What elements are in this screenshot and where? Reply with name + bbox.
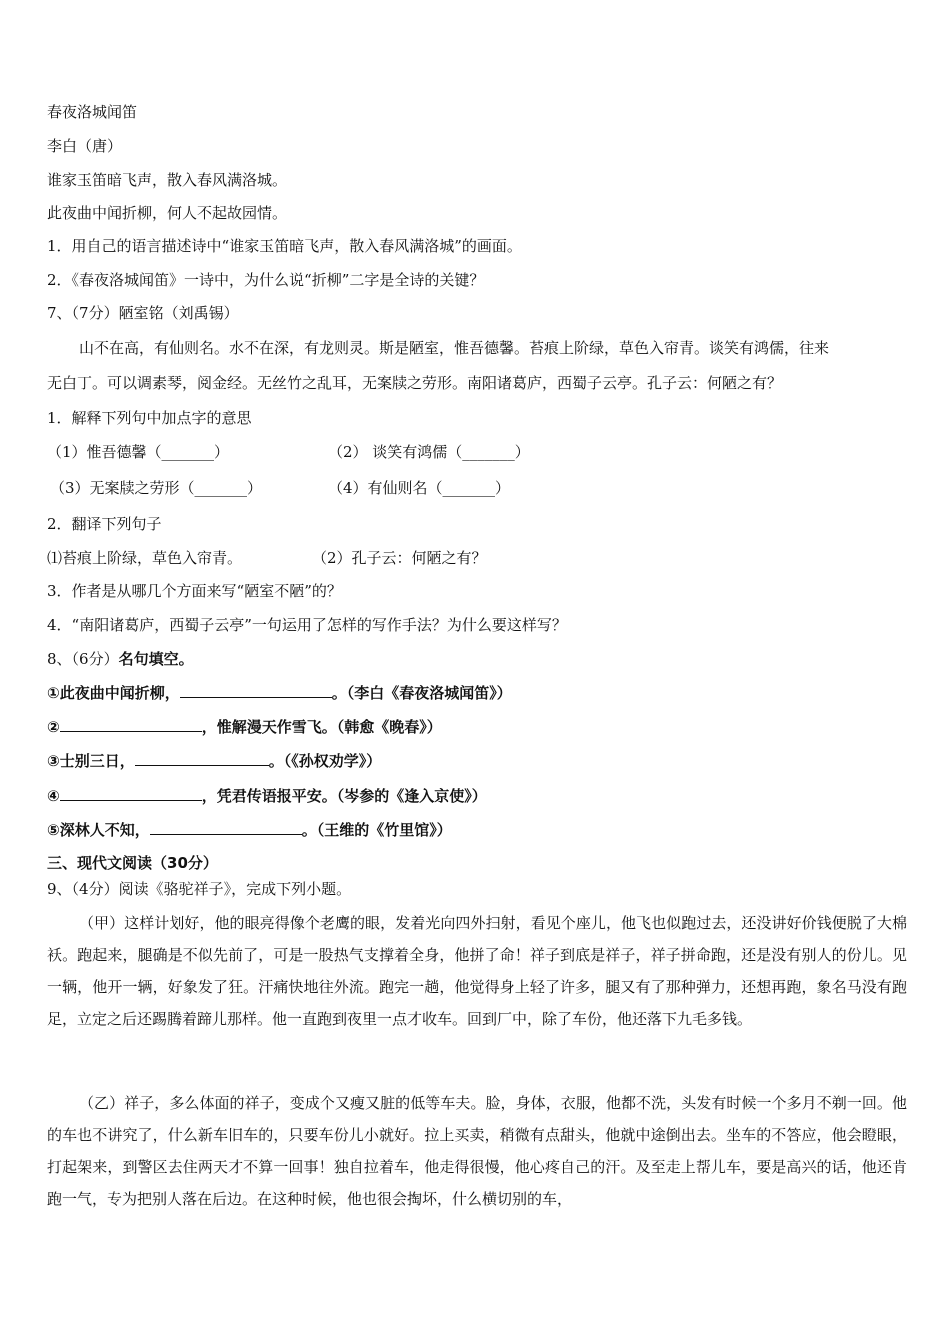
- q8-line-4: [47, 786, 487, 806]
- q8-header-number: 8、（6分）: [47, 650, 119, 668]
- q7-sub1-item-2: （2） 谈笑有鸿儒（_______）: [328, 443, 530, 461]
- poem-author: 李白（唐）: [47, 137, 123, 155]
- q7-sub1-prompt: 1．解释下列句中加点字的意思: [47, 409, 252, 427]
- q8-line-5-post: 。（王维的《竹里馆》）: [301, 821, 452, 839]
- q8-line-2-pre: ②: [47, 718, 60, 736]
- q8-blank-4[interactable]: [60, 786, 202, 801]
- q8-blank-1[interactable]: [180, 683, 332, 698]
- q8-line-2: [47, 717, 442, 737]
- q8-line-1: [47, 683, 512, 703]
- q8-header-text: 名句填空。: [118, 650, 194, 668]
- q9-header: 9、（4分）阅读《骆驼祥子》，完成下列小题。: [47, 880, 352, 898]
- q8-line-3: [47, 751, 381, 771]
- section-3-title: 三、现代文阅读（30分）: [47, 854, 218, 872]
- q8-blank-2[interactable]: [60, 717, 202, 732]
- q8-blank-3[interactable]: [135, 751, 269, 766]
- q7-header: 7、（7分）陋室铭（刘禹锡）: [47, 304, 239, 322]
- poem-line-2: 此夜曲中闻折柳，何人不起故园情。: [47, 204, 288, 222]
- q8-line-4-pre: ④: [47, 787, 60, 805]
- q8-line-3-pre: ③士别三日，: [47, 752, 135, 770]
- q8-line-1-post: 。（李白《春夜洛城闻笛》）: [331, 684, 512, 702]
- q8-line-5: [47, 820, 452, 840]
- poem-line-1: 谁家玉笛暗飞声，散入春风满洛城。: [47, 171, 288, 189]
- poem-question-1: 1．用自己的语言描述诗中“谁家玉笛暗飞声，散入春风满洛城”的画面。: [47, 237, 522, 255]
- q8-line-4-post: ，凭君传语报平安。（岑参的《逢入京使》）: [201, 787, 487, 805]
- q7-sub1-item-4: （4）有仙则名（_______）: [328, 479, 511, 497]
- q7-sub4: 4．“南阳诸葛庐，西蜀子云亭”一句运用了怎样的写作手法？为什么要这样写？: [47, 616, 567, 634]
- q8-line-3-post: 。（《孙权劝学》）: [268, 752, 382, 770]
- poem-title: 春夜洛城闻笛: [47, 103, 138, 121]
- q7-sub2-item-2: （2）孔子云：何陋之有？: [312, 549, 487, 567]
- reading-passage-jia: （甲）这样计划好，他的眼亮得像个老鹰的眼，发着光向四外扫射，看见个座儿，他飞也似跑过去，还没讲好价钱便脱了大棉袄。跑起来，腿确是不似先前了，可是一股热气支撑着全身，他拼了命！祥子到底是祥子，祥子拼命跑，还是没有别人的份儿。见一辆，他开一辆，好象发了狂。汗痛快地往外流。跑完一趟，他觉得身上轻了许多，腿又有了那种弹力，还想再跑，象名马没有跑足，立定之后还踢腾着蹄儿那样。他一直跑到夜里一点才收车。回到厂中，除了车份，他还落下九毛多钱。: [47, 914, 907, 1028]
- reading-passage-yi: （乙）祥子，多么体面的祥子，变成个又瘦又脏的低等车夫。脸，身体，衣服，他都不洗，头发有时候一个多月不剃一回。他的车也不讲究了，什么新车旧车的，只要车份儿小就好。拉上买卖，稍微有点甜头，他就中途倒出去。坐车的不答应，他会瞪眼，打起架来，到警区去住两天才不算一回事！独自拉着车，他走得很慢，他心疼自己的汗。及至走上帮儿车，要是高兴的话，他还肯跑一气，专为把别人落在后边。在这种时候，他也很会掏坏，什么横切别的车，: [47, 1094, 907, 1208]
- q7-sub3: 3．作者是从哪几个方面来写“陋室不陋”的？: [47, 582, 342, 600]
- q7-sub2-prompt: 2．翻译下列句子: [47, 515, 162, 533]
- poem-question-2: 2．《春夜洛城闻笛》一诗中，为什么说“折柳”二字是全诗的关键？: [47, 271, 485, 289]
- q8-line-1-pre: ①此夜曲中闻折柳，: [47, 684, 180, 702]
- q7-sub1-item-3: （3）无案牍之劳形（_______）: [50, 479, 263, 497]
- q7-text-line-1: 山不在高，有仙则名。水不在深，有龙则灵。斯是陋室，惟吾德馨。苔痕上阶绿，草色入帘青。谈笑有鸿儒，往来: [79, 339, 830, 357]
- q8-header: [47, 649, 194, 669]
- q7-sub2-item-1: ⑴苔痕上阶绿，草色入帘青。: [47, 549, 243, 567]
- q8-line-5-pre: ⑤深林人不知，: [47, 821, 150, 839]
- q7-text-line-2: 无白丁。可以调素琴，阅金经。无丝竹之乱耳，无案牍之劳形。南阳诸葛庐，西蜀子云亭。孔子云：何陋之有？: [47, 374, 783, 392]
- q7-sub1-item-1: （1）惟吾德馨（_______）: [47, 443, 230, 461]
- q8-line-2-post: ，惟解漫天作雪飞。（韩愈《晚春》）: [201, 718, 442, 736]
- q8-blank-5[interactable]: [150, 820, 302, 835]
